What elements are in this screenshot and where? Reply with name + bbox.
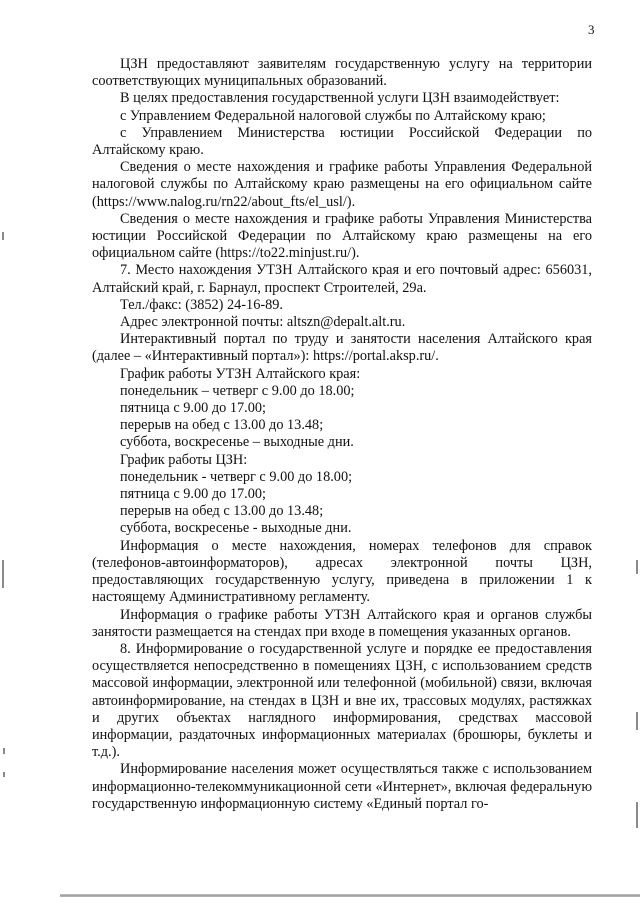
scan-mark	[636, 560, 638, 574]
schedule-utzn-line: суббота, воскресенье – выходные дни.	[120, 434, 354, 451]
scan-mark	[2, 232, 4, 240]
scan-mark	[3, 748, 5, 754]
schedule-utzn-line: понедельник – четверг с 9.00 до 18.00;	[120, 382, 355, 399]
paragraph: 8. Информирование о государственной услуге и порядке ее предоставления осуществляется непосредственно в помещениях ЦЗН, с использованием средств массовой информации, электронной или телефонной (мобильной) связи, включая автоинформирование, на стендах в ЦЗН и вне их, трассовых модулях, растяжках и других объектах наглядного информирования, средствах массовой информации, раздаточных информационных материалах (брошюры, буклеты и т.д.).	[92, 640, 592, 761]
schedule-utzn-title: График работы УТЗН Алтайского края:	[120, 365, 361, 382]
schedule-utzn-line: перерыв на обед с 13.00 до 13.48;	[120, 417, 324, 434]
schedule-utzn-line: пятница с 9.00 до 17.00;	[120, 400, 266, 417]
schedule-czn-line: суббота, воскресенье - выходные дни.	[120, 520, 352, 537]
paragraph: Информирование населения может осуществляться также с использованием информационно-телекоммуникационной сети «Интернет», включая федеральную государственную информационную систему «Единый портал го-	[92, 761, 592, 812]
scan-bottom-edge	[60, 894, 640, 897]
schedule-czn-line: пятница с 9.00 до 17.00;	[120, 486, 266, 503]
paragraph: Информация о месте нахождения, номерах телефонов для справок (телефонов-автоинформаторов), адресах электронной почты ЦЗН, предоставляющих государственную услугу, приведена в приложении 1 к настоящему Административному регламенту.	[92, 537, 592, 606]
scan-mark	[3, 772, 5, 777]
page-number: 3	[588, 22, 595, 37]
paragraph: ЦЗН предоставляют заявителям государственную услугу на территории соответствующих муниципальных образований.	[92, 56, 592, 90]
paragraph: Информация о графике работы УТЗН Алтайского края и органов службы занятости размещается на стендах при входе в помещения указанных органов.	[92, 606, 592, 640]
scan-mark	[2, 560, 4, 588]
document-body	[92, 56, 592, 813]
paragraph: с Управлением Федеральной налоговой службы по Алтайскому краю;	[120, 107, 546, 124]
paragraph: 7. Место нахождения УТЗН Алтайского края и его почтовый адрес: 656031, Алтайский край, г. Барнаул, проспект Строителей, 29а.	[92, 262, 592, 296]
schedule-czn-title: График работы ЦЗН:	[120, 451, 248, 468]
paragraph: В целях предоставления государственной услуги ЦЗН взаимодействует:	[120, 90, 560, 107]
portal-info: Интерактивный портал по труду и занятости населения Алтайского края (далее – «Интерактивный портал»): https://portal.aksp.ru/.	[92, 331, 592, 365]
scan-mark	[636, 802, 638, 828]
phone-fax: Тел./факс: (3852) 24-16-89.	[120, 296, 283, 313]
schedule-czn-line: перерыв на обед с 13.00 до 13.48;	[120, 503, 324, 520]
scan-mark	[636, 712, 638, 730]
schedule-czn-line: понедельник - четверг с 9.00 до 18.00;	[120, 468, 353, 485]
paragraph: Сведения о месте нахождения и графике работы Управления Федеральной налоговой службы по Алтайскому краю размещены на его официальном сайте (https://www.nalog.ru/rn22/about_fts/el_usl/).	[92, 159, 592, 210]
paragraph: с Управлением Министерства юстиции Российской Федерации по Алтайскому краю.	[92, 124, 592, 159]
email-address: Адрес электронной почты: altszn@depalt.alt.ru.	[120, 314, 406, 331]
paragraph: Сведения о месте нахождения и графике работы Управления Министерства юстиции Российской Федерации по Алтайскому краю размещены на его официальном сайте (https://to22.minjust.ru/).	[92, 210, 592, 262]
